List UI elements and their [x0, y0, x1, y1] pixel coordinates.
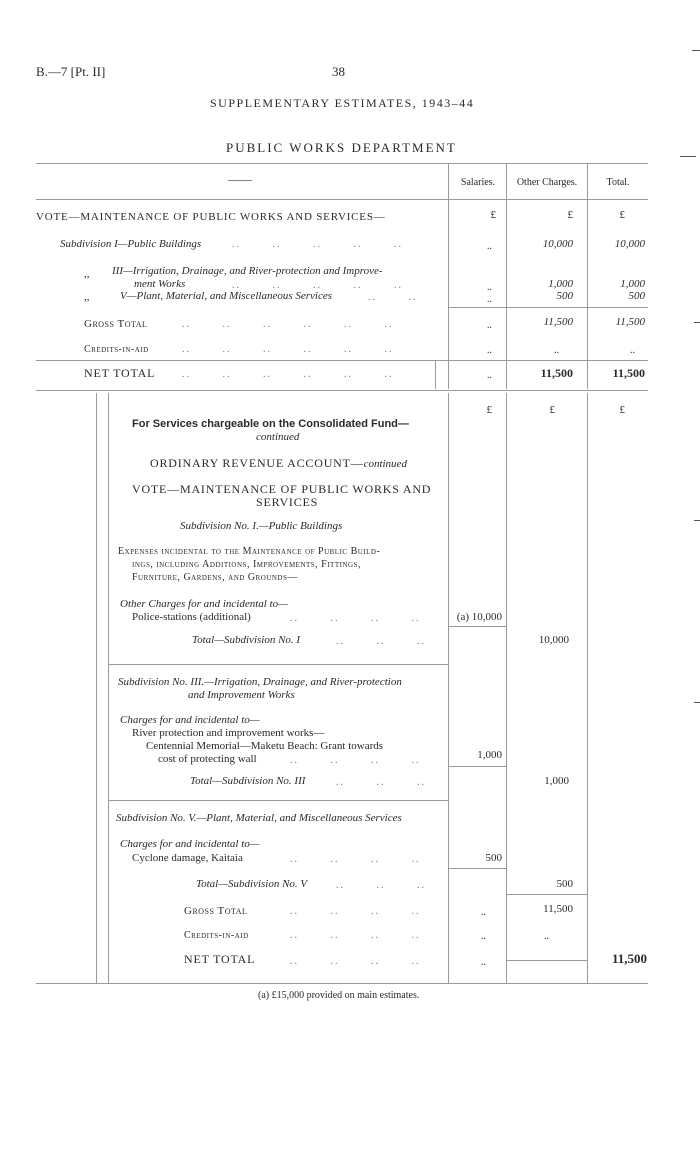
detail-sub5-total-label: Total—Subdivision No. V [196, 878, 308, 890]
fund-heading: For Services chargeable on the Consolidated Fund— [132, 418, 409, 430]
detail-gross-label: Gross Total [184, 905, 248, 917]
running-title: SUPPLEMENTARY ESTIMATES, 1943–44 [210, 96, 475, 110]
footnote: (a) £15,000 provided on main estimates. [258, 990, 420, 1001]
summary-sub3-salaries: .. [487, 282, 492, 293]
charges5-label: Charges for and incidental to— [120, 838, 260, 850]
vote-title: VOTE—MAINTENANCE OF PUBLIC WORKS AND SERVICES— [36, 211, 386, 223]
column-rule [587, 163, 588, 389]
expenses-line2: ings, including Additions, Improvements, Fittings, [132, 559, 361, 570]
table-rule [36, 360, 648, 361]
margin-mark [694, 322, 700, 323]
summary-credits-label: Credits-in-aid [84, 344, 149, 355]
pound-sign: £ [619, 404, 625, 416]
column-header-salaries: Salaries. [460, 177, 496, 188]
detail-gross-other: 11,500 [543, 903, 573, 915]
margin-mark [680, 156, 696, 157]
summary-gross-other: 11,500 [543, 316, 573, 328]
table-rule [108, 664, 448, 665]
detail-credits-label: Credits-in-aid [184, 930, 249, 941]
river-protection-label: River protection and improvement works— [132, 727, 325, 739]
summary-sub3-label-line1: III—Irrigation, Drainage, and River-protection and Improve- [112, 265, 383, 277]
expenses-line1: Expenses incidental to the Maintenance of Public Build- [118, 546, 381, 557]
margin-mark [692, 50, 700, 51]
police-stations-amount: (a) 10,000 [456, 611, 502, 623]
column-rule [96, 393, 97, 983]
summary-net-salaries: .. [487, 370, 492, 381]
detail-sub5-heading: Subdivision No. V.—Plant, Material, and Miscellaneous Services [116, 812, 402, 824]
summary-net-total: 11,500 [612, 366, 645, 380]
summary-gross-label: Gross Total [84, 318, 148, 330]
detail-net-total: 11,500 [611, 951, 647, 966]
column-rule [448, 393, 449, 983]
pound-sign: £ [567, 209, 573, 221]
ditto-mark: ,, [84, 268, 90, 280]
detail-sub5-total: 500 [556, 878, 573, 890]
column-rule [435, 360, 436, 389]
centennial-line1: Centennial Memorial—Maketu Beach: Grant towards [146, 740, 384, 752]
detail-sub1-heading: Subdivision No. I.—Public Buildings [180, 520, 343, 532]
column-header-total: Total. [606, 177, 630, 188]
table-rule [448, 307, 648, 308]
summary-sub5-total: 500 [628, 290, 645, 302]
detail-credits-other: .. [544, 931, 549, 942]
summary-sub5-label: V—Plant, Material, and Miscellaneous Services [120, 290, 333, 302]
page-number: 38 [332, 64, 345, 79]
summary-sub3-label-line2: ment Works [134, 278, 186, 290]
expenses-line3: Furniture, Gardens, and Grounds— [132, 572, 298, 583]
pound-sign: £ [619, 209, 625, 221]
detail-gross-salaries: .. [481, 907, 486, 918]
column-rule [108, 393, 109, 983]
summary-gross-total: 11,500 [615, 316, 645, 328]
pound-sign: £ [486, 404, 492, 416]
charges3-label: Charges for and incidental to— [120, 714, 260, 726]
table-rule [36, 199, 648, 200]
summary-gross-salaries: .. [487, 320, 492, 331]
account-heading: ORDINARY REVENUE ACCOUNT—continued [150, 456, 407, 470]
summary-sub5-salaries: .. [487, 294, 492, 305]
police-stations-label: Police-stations (additional) [132, 611, 251, 623]
vote-heading-line2: SERVICES [256, 495, 319, 509]
table-rule [36, 390, 648, 391]
pound-sign: £ [549, 404, 555, 416]
cyclone-damage-label: Cyclone damage, Kaitaia [132, 852, 243, 864]
detail-sub1-total: 10,000 [538, 634, 569, 646]
detail-net-salaries: .. [481, 957, 486, 968]
summary-net-label: NET TOTAL [84, 366, 156, 380]
margin-mark [694, 520, 700, 521]
table-rule [448, 626, 506, 627]
table-rule [506, 894, 587, 895]
summary-sub3-other: 1,000 [548, 278, 573, 290]
detail-sub1-total-label: Total—Subdivision No. I [192, 634, 301, 646]
document-ref: B.—7 [Pt. II] [36, 64, 106, 79]
vote-heading-line1: VOTE—MAINTENANCE OF PUBLIC WORKS AND [132, 482, 432, 496]
column-rule [448, 163, 449, 389]
detail-credits-salaries: .. [481, 931, 486, 942]
summary-sub1-total: 10,000 [614, 238, 645, 250]
column-rule [587, 393, 588, 983]
summary-sub1-other: 10,000 [542, 238, 573, 250]
department-heading: PUBLIC WORKS DEPARTMENT [226, 140, 457, 155]
table-rule [108, 800, 448, 801]
table-rule [506, 960, 587, 961]
summary-sub1-label: Subdivision I—Public Buildings [60, 238, 202, 250]
table-rule [36, 983, 648, 984]
detail-sub3-heading-line2: and Improvement Works [188, 689, 295, 701]
summary-credits-salaries: .. [487, 345, 492, 356]
summary-net-other: 11,500 [540, 366, 573, 380]
summary-credits-total: .. [630, 345, 635, 356]
summary-sub3-total: 1,000 [620, 278, 645, 290]
fund-continued: continued [256, 431, 300, 443]
summary-sub1-salaries: .. [487, 241, 492, 252]
centennial-line2: cost of protecting wall [158, 753, 257, 765]
summary-credits-other: .. [554, 345, 559, 356]
table-rule [448, 868, 506, 869]
centennial-amount: 1,000 [477, 749, 502, 761]
margin-mark [694, 702, 700, 703]
summary-sub5-other: 500 [556, 290, 573, 302]
ditto-mark: ,, [84, 291, 90, 303]
table-rule [448, 766, 506, 767]
detail-net-label: NET TOTAL [184, 952, 256, 966]
detail-sub3-total: 1,000 [544, 775, 569, 787]
column-header-other-charges: Other Charges. [516, 177, 578, 188]
table-rule [36, 163, 648, 164]
other-charges-label: Other Charges for and incidental to— [120, 598, 288, 610]
header-dash: —— [228, 172, 252, 186]
detail-sub3-heading-line1: Subdivision No. III.—Irrigation, Drainage, and River-protection [118, 676, 402, 688]
detail-sub3-total-label: Total—Subdivision No. III [190, 775, 306, 787]
cyclone-damage-amount: 500 [485, 852, 502, 864]
pound-sign: £ [490, 209, 496, 221]
